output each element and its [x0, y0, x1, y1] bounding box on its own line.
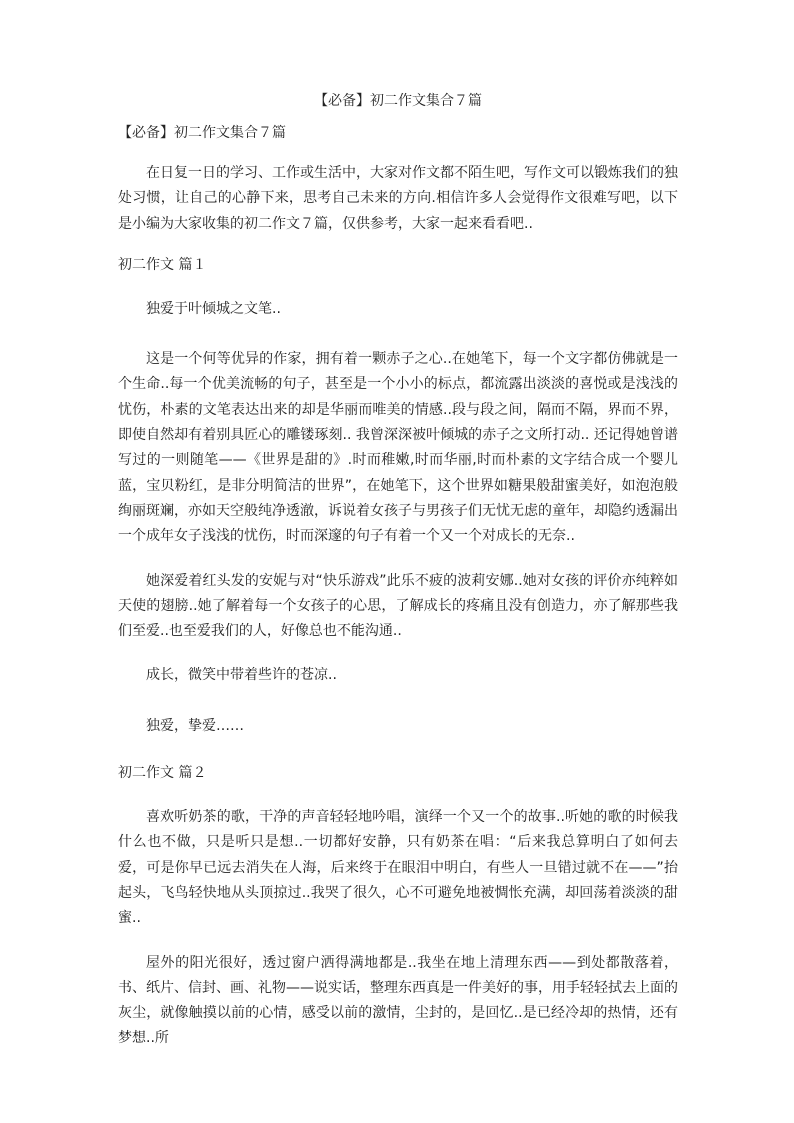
document-title: 【必备】初二作文集合７篇 [314, 93, 482, 109]
document-page [118, 92, 678, 1071]
section-1-paragraph: 独爱于叶倾城之文笔.. [146, 300, 281, 317]
section-1-paragraph: 这是一个何等优异的作家，拥有着一颗赤子之心..在她笔下，每一个文字都仿佛就是一个生命..每一个优美流畅的句子，甚至是一个小小的标点，都流露出淡淡的喜悦或是浅浅的忧伤，朴素的文笔表达出来的却是华丽而唯美的情感..段与段之间，隔而不隔，界而不界，即使自然却有着别具匠心的雕镂琢刻.. 我曾深深被叶倾城的赤子之文所打动.. 还记得她曾谱写过的一则随笔——《世界是甜的》.时而稚嫩,时而华丽,时而朴素的文字结合成一个婴儿蓝，宝贝粉红，是非分明简洁的世界”，在她笔下，这个世界如糖果般甜蜜美好，如泡泡般绚丽斑斓，亦如天空般纯净透澈，诉说着女孩子与男孩子们无忧无虑的童年，却隐约透漏出一个成年女子浅浅的忧伤，时而深邃的句子有着一个又一个对成长的无奈.. [118, 351, 678, 545]
section-heading-1: 初二作文 篇１ [118, 256, 207, 273]
section-1-paragraph: 独爱，挚爱…… [146, 717, 244, 734]
section-1-paragraph: 成长，微笑中带着些许的苍凉.. [146, 667, 337, 684]
section-2-paragraph: 屋外的阳光很好，透过窗户洒得满地都是..我坐在地上清理东西——到处都散落着，书、纸片、信封、画、礼物——说实话，整理东西真是一件美好的事，用手轻轻拭去上面的灰尘，就像触摸以前的心情，感受以前的激情，尘封的，是回忆..是已经冷却的热情，还有梦想..所 [118, 954, 678, 1047]
section-1-paragraph: 她深爱着红头发的安妮与对“快乐游戏”此乐不疲的波莉安娜..她对女孩的评价亦纯粹如天使的翅膀..她了解着每一个女孩子的心思，了解成长的疼痛且没有创造力，亦了解那些我们至爱..也至爱我们的人，好像总也不能沟通.. [118, 572, 678, 640]
section-heading-2: 初二作文 篇２ [118, 765, 207, 782]
section-2-paragraph: 喜欢听奶茶的歌，干净的声音轻轻地吟唱，演绎一个又一个的故事..听她的歌的时候我什么也不做，只是听只是想..一切都好安静，只有奶茶在唱：“后来我总算明白了如何去爱，可是你早已远去消失在人海，后来终于在眼泪中明白，有些人一旦错过就不在——”抬起头，飞鸟轻快地从头顶掠过..我哭了很久，心不可避免地被惆怅充满，却回荡着淡淡的甜蜜.. [118, 809, 678, 927]
intro-paragraph: 在日复一日的学习、工作或生活中，大家对作文都不陌生吧，写作文可以锻炼我们的独处习惯，让自己的心静下来，思考自己未来的方向.相信许多人会觉得作文很难写吧，以下是小编为大家收集的初二作文７篇，仅供参考，大家一起来看看吧.. [118, 165, 678, 232]
document-subtitle: 【必备】初二作文集合７篇 [118, 125, 286, 141]
